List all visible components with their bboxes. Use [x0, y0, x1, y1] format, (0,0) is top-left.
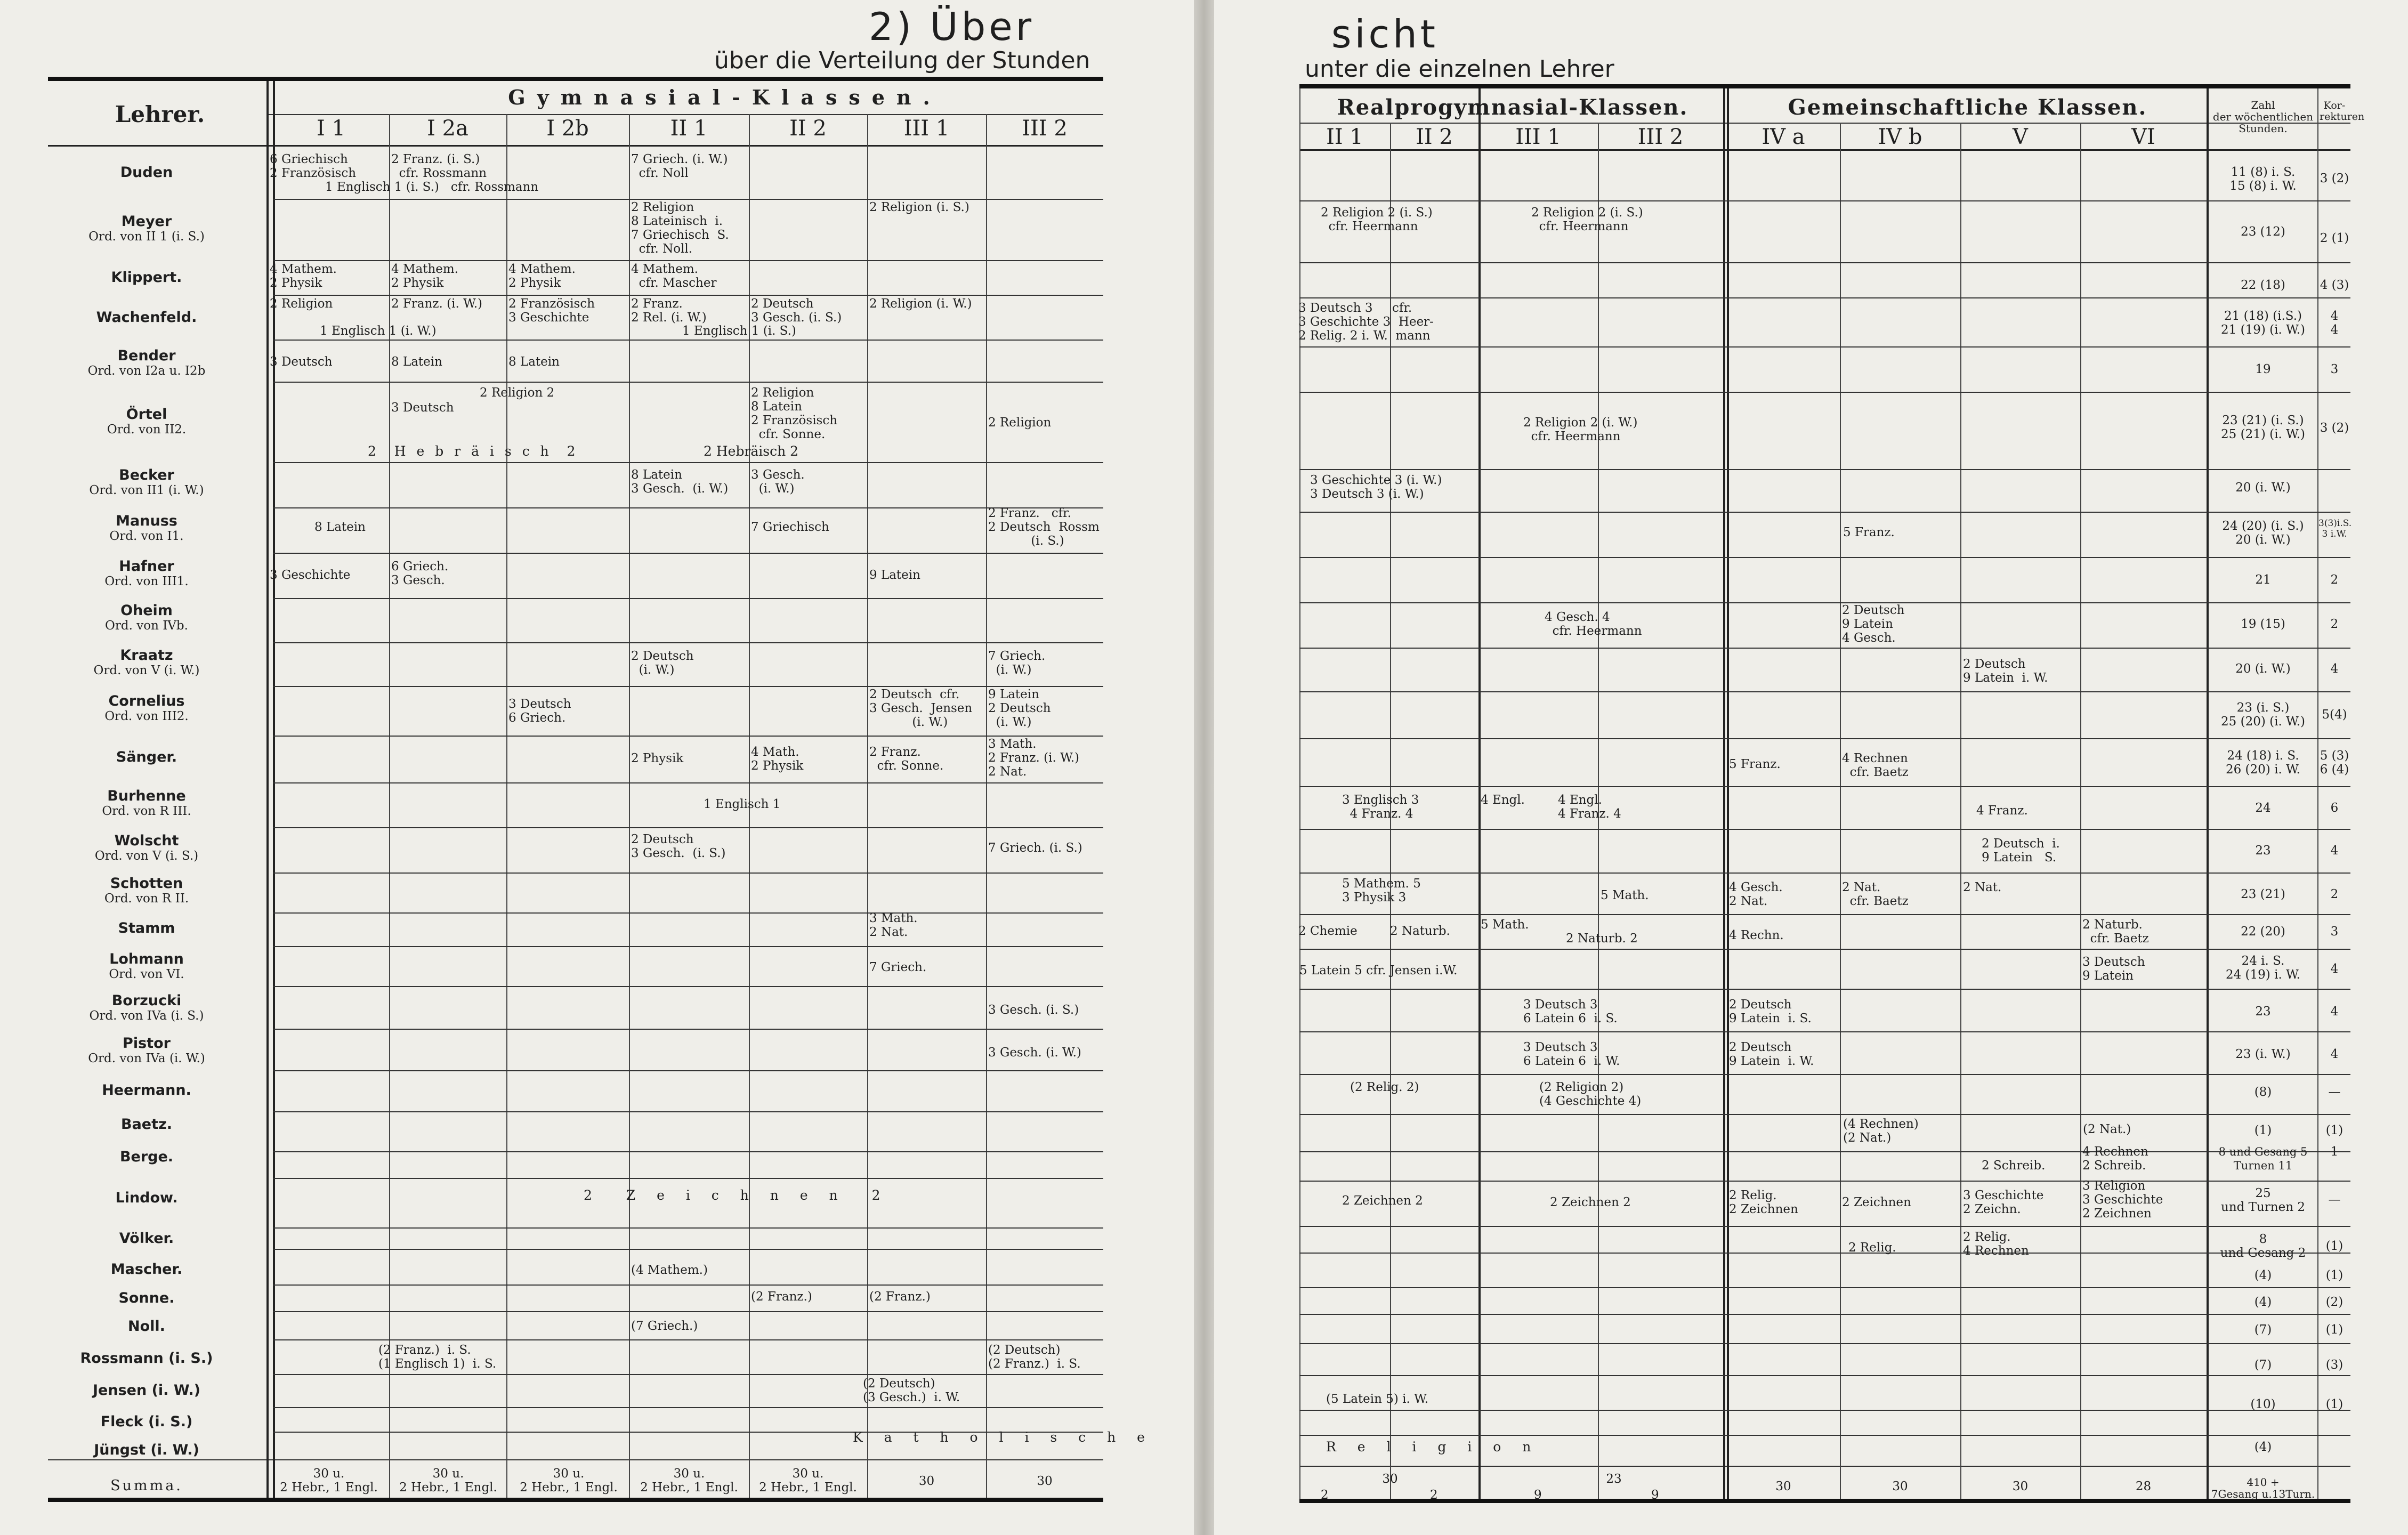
col-IVb: IV b — [1878, 125, 1922, 149]
teacher-sub: Ord. von III1. — [104, 575, 189, 588]
schedule-cell: 2 Religion — [270, 297, 333, 311]
schedule-cell: 3 Deutsch — [391, 401, 454, 415]
schedule-cell: 3 Deutsch — [270, 355, 333, 369]
zahl-cell: 21 (18) (i.S.) 21 (19) (i. W.) — [2221, 309, 2305, 337]
schedule-cell: 3 Gesch. (i. W.) — [751, 468, 805, 496]
lehrer-header: Lehrer. — [115, 101, 205, 127]
schedule-cell: 5 Franz. — [1843, 526, 1895, 539]
kor-cell: 2 — [2330, 887, 2339, 901]
sum-cell: 28 — [2135, 1480, 2152, 1493]
sum-total: 410 + 7Gesang u.13Turn. — [2211, 1476, 2315, 1500]
teacher-row — [21, 951, 272, 981]
schedule-cell: 4 Math. 2 Physik — [751, 745, 804, 773]
schedule-cell: 2 Religion 2 (i. W.) cfr. Heermann — [1523, 416, 1638, 443]
schedule-cell: 9 Latein 2 Deutsch (i. W.) — [988, 688, 1051, 729]
col-I1: I 1 — [317, 116, 345, 141]
zahl-cell: 24 (20) (i. S.) 20 (i. W.) — [2222, 519, 2304, 547]
zahl-cell: 24 — [2255, 801, 2271, 815]
schedule-cell: 4 Mathem. 2 Physik — [391, 262, 458, 290]
schedule-cell: 3 Geschichte — [270, 568, 351, 582]
zahl-header: Zahl der wöchentlichen Stunden. — [2212, 99, 2314, 135]
teacher-name: Sonne. — [118, 1290, 175, 1306]
teacher-name: Baetz. — [121, 1116, 172, 1133]
teacher-row — [21, 1116, 272, 1133]
zahl-cell: 22 (20) — [2241, 925, 2285, 939]
schedule-cell: 2 Deutsch 9 Latein i. S. — [1729, 998, 1812, 1025]
schedule-cell: 2 Nat. — [1963, 880, 2002, 894]
teacher-sub: Ord. von V (i. W.) — [93, 664, 200, 677]
schedule-cell: 4 Mathem. 2 Physik — [508, 262, 576, 290]
teacher-row — [21, 833, 272, 863]
zahl-cell: (8) — [2254, 1085, 2272, 1099]
sum-cell: 9 — [1534, 1488, 1542, 1502]
teacher-name: Klippert. — [111, 269, 182, 286]
col-I2a: I 2a — [427, 116, 468, 141]
schedule-cell: 2 Nat. cfr. Baetz — [1842, 880, 1909, 908]
schedule-cell: (2 Relig. 2) — [1350, 1080, 1419, 1094]
schedule-cell: 4 Rechn. — [1729, 928, 1784, 942]
kor-cell: (3) — [2325, 1358, 2344, 1372]
col-I2b: I 2b — [546, 116, 589, 141]
schedule-cell: 2 Religion 2 (i. S.) cfr. Heermann — [1321, 206, 1433, 233]
left-page — [0, 0, 1194, 1535]
schedule-cell: 2 Relig. 2 Zeichnen — [1729, 1189, 1798, 1216]
teacher-name: Jüngst (i. W.) — [94, 1442, 199, 1458]
schedule-cell: 7 Griech. — [869, 960, 927, 974]
sum-cell: 30 u. 2 Hebr., 1 Engl. — [759, 1467, 857, 1494]
schedule-cell: 3 Geschichte 3 (i. W.) 3 Deutsch 3 (i. W.) — [1310, 473, 1442, 501]
page-subtitle-left: über die Verteilung der Stunden — [714, 47, 1090, 74]
teacher-name: Duden — [120, 164, 173, 181]
sum-cell: 30 — [918, 1474, 935, 1488]
sum-cell: 2 — [1321, 1488, 1329, 1502]
schedule-cell: 4 Franz. — [1976, 804, 2028, 818]
sum-cell: 30 — [1382, 1472, 1398, 1486]
schedule-cell: 4 Mathem. 2 Physik — [270, 262, 337, 290]
schedule-cell: 4 Gesch. 4 cfr. Heermann — [1545, 610, 1642, 638]
kor-cell: 6 — [2330, 801, 2339, 815]
col-III2: III 2 — [1022, 116, 1068, 141]
schedule-cell: 2 Religion 2 (i. S.) cfr. Heermann — [1531, 206, 1643, 233]
col-VI: VI — [2131, 125, 2155, 149]
schedule-cell: 1 Englisch 1 (i. S.) — [682, 324, 796, 338]
schedule-cell: 4 Rechnen 2 Schreib. — [2082, 1145, 2148, 1173]
page-title-left: 2) Über — [869, 4, 1035, 49]
sum-cell: 30 — [1037, 1474, 1053, 1488]
kor-cell: 5 (3) 6 (4) — [2320, 749, 2349, 777]
schedule-cell: 2 Naturb. 2 — [1566, 932, 1638, 946]
schedule-cell: 2 Deutsch 9 Latein 4 Gesch. — [1842, 603, 1905, 645]
schedule-cell: 4 Engl. 4 Franz. 4 — [1558, 793, 1621, 821]
teacher-name: Kraatz — [120, 647, 173, 664]
zahl-cell: 25 und Turnen 2 — [2221, 1186, 2305, 1214]
zahl-cell: 23 (12) — [2241, 225, 2285, 239]
schedule-cell: 2 Deutsch 9 Latein i. W. — [1729, 1040, 1814, 1068]
teacher-name: Lindow. — [115, 1190, 178, 1206]
teacher-row — [21, 164, 272, 181]
kor-cell: 5(4) — [2322, 708, 2347, 722]
teacher-row — [21, 558, 272, 588]
teacher-name: Heermann. — [102, 1082, 191, 1098]
schedule-cell: 2 Naturb. cfr. Baetz — [2082, 918, 2149, 946]
zahl-cell: (4) — [2254, 1440, 2272, 1454]
schedule-span: R e l i g i o n — [1326, 1439, 1540, 1455]
schedule-cell: 8 Latein 3 Gesch. (i. W.) — [631, 468, 729, 496]
schedule-cell: 4 Gesch. 2 Nat. — [1729, 880, 1783, 908]
zahl-cell: 23 (21) (i. S.) 25 (21) (i. W.) — [2221, 414, 2305, 441]
col-RII2: II 2 — [1416, 125, 1453, 149]
schedule-cell: 8 Latein — [314, 520, 366, 534]
teacher-row — [21, 1261, 272, 1278]
col-RII1: II 1 — [1326, 125, 1363, 149]
teacher-row — [21, 1318, 272, 1335]
schedule-cell: 7 Griech. (i. S.) — [988, 841, 1082, 855]
sum-cell: 30 — [1892, 1480, 1908, 1493]
teacher-row — [21, 1230, 272, 1247]
teacher-row — [21, 602, 272, 633]
zahl-cell: (4) — [2254, 1295, 2272, 1309]
schedule-cell: (2 Nat.) — [2083, 1122, 2131, 1136]
schedule-cell: 2 Relig. 4 Rechnen — [1963, 1230, 2029, 1258]
teacher-row — [21, 1035, 272, 1065]
schedule-cell: 2 Franz. cfr. 2 Deutsch Rossm (i. S.) — [988, 506, 1100, 548]
schedule-cell: (4 Rechnen) (2 Nat.) — [1843, 1117, 1919, 1145]
col-RIII1: III 1 — [1515, 125, 1561, 149]
teacher-name: Stamm — [118, 920, 175, 936]
teacher-name: Meyer — [121, 213, 172, 230]
zahl-cell: 20 (i. W.) — [2235, 481, 2291, 495]
kor-cell: 4 — [2330, 662, 2339, 676]
zahl-cell: 23 (i. S.) 25 (20) (i. W.) — [2221, 701, 2305, 729]
schedule-cell: 3 Deutsch 6 Griech. — [508, 697, 571, 725]
teacher-row — [21, 1082, 272, 1098]
schedule-span: K a t h o l i s c h e — [853, 1429, 1153, 1445]
schedule-cell: 2 Religion 8 Lateinisch i. 7 Griechisch S. cfr. Noll. — [631, 200, 729, 256]
schedule-cell: 3 Gesch. (i. W.) — [988, 1046, 1081, 1060]
zahl-cell: 19 (15) — [2241, 617, 2285, 631]
schedule-cell: 3 Deutsch 3 6 Latein 6 i. W. — [1523, 1040, 1620, 1068]
zahl-cell: 8 und Gesang 2 — [2220, 1232, 2306, 1260]
zahl-cell: 24 i. S. 24 (19) i. W. — [2225, 954, 2300, 982]
kor-cell: 2 — [2330, 617, 2339, 631]
teacher-sub: Ord. von IVb. — [105, 619, 188, 633]
sum-cell: 2 — [1430, 1488, 1438, 1502]
zahl-cell: 24 (18) i. S. 26 (20) i. W. — [2225, 749, 2300, 777]
zahl-cell: 23 (21) — [2241, 887, 2285, 901]
kor-cell: 4 — [2330, 962, 2339, 976]
schedule-cell: 2 Franz. (i. W.) — [391, 297, 483, 311]
schedule-cell: 5 Latein 5 cfr. Jensen i.W. — [1299, 964, 1458, 977]
sum-cell: 23 — [1606, 1472, 1622, 1486]
teacher-sub: Ord. von IVa (i. S.) — [89, 1009, 204, 1023]
schedule-cell: 8 Latein — [391, 355, 442, 369]
teacher-name: Noll. — [128, 1318, 165, 1335]
schedule-cell: (7 Griech.) — [631, 1319, 698, 1333]
teacher-row — [21, 693, 272, 723]
kor-cell: 4 — [2330, 844, 2339, 858]
teacher-name: Örtel — [126, 406, 167, 423]
teacher-row — [21, 1442, 272, 1458]
schedule-cell: 3 Deutsch 3 cfr. 3 Geschichte 3 Heer- 2 Relig. 2 i. W. mann — [1298, 301, 1434, 343]
schedule-cell: 2 Zeichnen 2 — [1342, 1194, 1423, 1208]
teacher-row — [21, 1290, 272, 1306]
teacher-name: Manuss — [116, 513, 177, 529]
teacher-sub: Ord. von I1. — [109, 529, 184, 543]
schedule-cell: (2 Franz.) — [869, 1290, 931, 1304]
teacher-sub: Ord. von II 1 (i. S.) — [88, 230, 205, 244]
schedule-cell: (5 Latein 5) i. W. — [1326, 1392, 1429, 1406]
summa-label: Summa. — [110, 1477, 183, 1494]
teacher-name: Becker — [119, 467, 174, 483]
kor-cell: 3 (2) — [2320, 172, 2349, 185]
kor-cell: (1) — [2325, 1124, 2344, 1137]
kor-cell: (1) — [2325, 1269, 2344, 1282]
teacher-name: Burhenne — [107, 788, 186, 804]
teacher-row — [21, 1149, 272, 1165]
schedule-cell: 2 Relig. — [1848, 1241, 1896, 1255]
schedule-cell: 6 Griechisch 2 Französisch — [270, 152, 357, 180]
schedule-cell: 7 Griech. (i. W.) cfr. Noll — [631, 152, 728, 180]
zahl-cell: 22 (18) — [2241, 278, 2285, 292]
schedule-cell: 3 Geschichte 2 Zeichn. — [1963, 1189, 2044, 1216]
schedule-cell: 2 Naturb. — [1390, 924, 1450, 938]
teacher-sub: Ord. von V (i. S.) — [94, 849, 199, 863]
page-subtitle-right: unter die einzelnen Lehrer — [1305, 55, 1614, 83]
sum-cell: 30 u. 2 Hebr., 1 Engl. — [280, 1467, 378, 1494]
teacher-row — [21, 788, 272, 818]
teacher-name: Schotten — [110, 875, 183, 892]
col-V: V — [2013, 125, 2028, 149]
gemeinschaftliche-header: Gemeinschaftliche Klassen. — [1788, 95, 2147, 120]
korrekturen-header: Kor- rekturen — [2320, 100, 2365, 123]
col-III1: III 1 — [903, 116, 950, 141]
teacher-row — [21, 1350, 272, 1367]
schedule-cell: 2 Franz. 2 Rel. (i. W.) — [631, 297, 707, 325]
page-title-right: sicht — [1331, 12, 1439, 56]
schedule-cell: 2 Religion (i. S.) — [869, 200, 969, 214]
schedule-cell: 5 Franz. — [1729, 757, 1781, 771]
schedule-cell: 2 Französisch 3 Geschichte — [508, 297, 595, 325]
teacher-row — [21, 513, 272, 543]
teacher-name: Völker. — [119, 1230, 174, 1247]
zahl-cell: 23 — [2255, 844, 2271, 858]
teacher-row — [21, 1413, 272, 1430]
kor-cell: — — [2328, 1193, 2341, 1207]
kor-cell: 3 — [2330, 362, 2339, 376]
schedule-cell: 9 Latein — [869, 568, 920, 582]
kor-cell: (2) — [2325, 1295, 2344, 1309]
zahl-cell: (7) — [2254, 1323, 2272, 1337]
teacher-name: Cornelius — [108, 693, 185, 709]
teacher-sub: Ord. von R III. — [102, 804, 191, 818]
teacher-name: Borzucki — [111, 992, 182, 1009]
teacher-name: Jensen (i. W.) — [92, 1382, 200, 1399]
teacher-name: Wachenfeld. — [96, 309, 197, 326]
teacher-name: Wolscht — [114, 833, 179, 849]
kor-cell: (1) — [2325, 1397, 2344, 1411]
teacher-row — [21, 348, 272, 378]
schedule-cell: 8 Latein — [508, 355, 560, 369]
schedule-cell: (2 Deutsch) (2 Franz.) i. S. — [988, 1343, 1081, 1371]
teacher-name: Sänger. — [116, 749, 177, 765]
right-page — [1214, 0, 2408, 1535]
teacher-name: Hafner — [119, 558, 174, 575]
schedule-cell: 4 Rechnen cfr. Baetz — [1842, 752, 1909, 779]
schedule-cell: 2 Religion 8 Latein 2 Französisch cfr. Sonne. — [751, 386, 838, 441]
kor-cell: 2 (1) — [2320, 231, 2349, 245]
schedule-cell: 5 Math. — [1601, 888, 1649, 902]
schedule-span: 2 Hebräisch 2 — [704, 443, 799, 459]
sum-cell: 30 u. 2 Hebr., 1 Engl. — [520, 1467, 618, 1494]
sum-cell: 30 u. 2 Hebr., 1 Engl. — [399, 1467, 497, 1494]
zahl-cell: (4) — [2254, 1269, 2272, 1282]
schedule-cell: 1 Englisch 1 — [704, 797, 781, 811]
teacher-row — [21, 309, 272, 326]
sum-cell: 30 — [2012, 1480, 2029, 1493]
teacher-name: Pistor — [123, 1035, 171, 1052]
zahl-cell: 8 und Gesang 5 Turnen 11 — [2218, 1145, 2308, 1172]
zahl-cell: 20 (i. W.) — [2235, 662, 2291, 676]
schedule-cell: (2 Franz.) i. S. (1 Englisch 1) i. S. — [378, 1343, 497, 1371]
schedule-cell: 2 Deutsch 3 Gesch. (i. S.) — [751, 297, 842, 325]
schedule-cell: 2 Zeichnen 2 — [1550, 1195, 1631, 1209]
col-II1: II 1 — [670, 116, 708, 141]
schedule-cell: (2 Deutsch) (3 Gesch.) i. W. — [863, 1377, 960, 1404]
schedule-cell: 2 Schreib. — [1982, 1159, 2046, 1173]
schedule-cell: 6 Griech. 3 Gesch. — [391, 560, 449, 587]
zahl-cell: (10) — [2250, 1397, 2276, 1411]
schedule-cell: 1 Englisch 1 (i. S.) cfr. Rossmann — [325, 180, 539, 194]
teacher-row — [21, 467, 272, 497]
schedule-cell: 4 Engl. — [1481, 793, 1525, 807]
schedule-cell: 3 Gesch. (i. S.) — [988, 1003, 1079, 1017]
teacher-row — [21, 213, 272, 244]
col-II2: II 2 — [789, 116, 827, 141]
kor-cell: (1) — [2325, 1323, 2344, 1337]
teacher-name: Oheim — [120, 602, 173, 619]
schedule-cell: 2 Chemie — [1298, 924, 1357, 938]
schedule-cell: 2 Deutsch (i. W.) — [631, 649, 694, 677]
sum-cell: 30 u. 2 Hebr., 1 Engl. — [640, 1467, 738, 1494]
schedule-cell: 3 Deutsch 9 Latein — [2082, 955, 2145, 983]
zahl-cell: (7) — [2254, 1358, 2272, 1372]
schedule-cell: 7 Griechisch — [751, 520, 829, 534]
schedule-cell: 2 Franz. (i. S.) cfr. Rossmann — [391, 152, 487, 180]
schedule-cell: 2 Deutsch i. 9 Latein S. — [1982, 837, 2060, 865]
kor-cell: 3(3)i.S. 3 i.W. — [2318, 518, 2352, 539]
schedule-cell: (2 Religion 2) (4 Geschichte 4) — [1539, 1080, 1642, 1108]
kor-cell: 4 (3) — [2320, 278, 2349, 292]
schedule-span: 2 Z e i c h n e n 2 — [584, 1187, 889, 1203]
schedule-cell: 2 Deutsch 3 Gesch. (i. S.) — [631, 833, 726, 860]
zahl-cell: 21 — [2255, 573, 2271, 587]
schedule-cell: 2 Religion — [988, 416, 1052, 430]
zahl-cell: 23 (i. W.) — [2235, 1047, 2291, 1061]
schedule-cell: 4 Mathem. cfr. Mascher — [631, 262, 717, 290]
kor-cell: 4 — [2330, 1005, 2339, 1019]
schedule-cell: 5 Mathem. 5 3 Physik 3 — [1342, 877, 1421, 904]
zahl-cell: 11 (8) i. S. 15 (8) i. W. — [2229, 165, 2297, 193]
realprogymnasial-header: Realprogymnasial-Klassen. — [1337, 95, 1688, 120]
schedule-cell: 7 Griech. (i. W.) — [988, 649, 1046, 677]
teacher-sub: Ord. von IVa (i. W.) — [88, 1052, 205, 1065]
schedule-span: 2 H e b r ä i s c h 2 — [368, 443, 579, 459]
teacher-sub: Ord. von VI. — [109, 967, 184, 981]
schedule-cell: 2 Zeichnen — [1842, 1195, 1911, 1209]
teacher-sub: Ord. von R II. — [104, 892, 189, 906]
teacher-row — [21, 1190, 272, 1206]
schedule-cell: 2 Deutsch cfr. 3 Gesch. Jensen (i. W.) — [869, 688, 973, 729]
schedule-cell: 3 Math. 2 Nat. — [869, 911, 918, 939]
schedule-cell: 2 Religion 2 — [480, 386, 555, 400]
kor-cell: — — [2328, 1085, 2341, 1099]
kor-cell: 4 — [2330, 1047, 2339, 1061]
teacher-row — [21, 269, 272, 286]
schedule-cell: 3 Deutsch 3 6 Latein 6 i. S. — [1523, 998, 1618, 1025]
zahl-cell: (1) — [2254, 1124, 2272, 1137]
schedule-cell: 5 Math. — [1481, 918, 1529, 932]
zahl-cell: 23 — [2255, 1005, 2271, 1019]
schedule-cell: 3 Math. 2 Franz. (i. W.) 2 Nat. — [988, 737, 1080, 779]
teacher-sub: Ord. von III2. — [104, 709, 189, 723]
schedule-cell: 2 Deutsch 9 Latein i. W. — [1963, 657, 2048, 685]
kor-cell: 2 — [2330, 573, 2339, 587]
kor-cell: 4 4 — [2330, 309, 2339, 337]
teacher-row — [21, 1382, 272, 1399]
kor-cell: 3 (2) — [2320, 421, 2349, 435]
schedule-cell: 2 Franz. cfr. Sonne. — [869, 745, 944, 773]
summa-row — [21, 1477, 272, 1494]
book-gutter — [1194, 0, 1214, 1535]
teacher-row — [21, 920, 272, 936]
schedule-cell: 3 Religion 3 Geschichte 2 Zeichnen — [2082, 1179, 2163, 1221]
schedule-cell: 2 Physik — [631, 752, 684, 765]
teacher-name: Rossmann (i. S.) — [80, 1350, 213, 1367]
teacher-sub: Ord. von II1 (i. W.) — [89, 483, 204, 497]
kor-cell: 1 — [2330, 1145, 2339, 1159]
kor-cell: (1) — [2325, 1239, 2344, 1253]
gymnasial-header: Gymnasial-Klassen. — [508, 85, 942, 109]
col-IVa: IV a — [1761, 125, 1805, 149]
teacher-row — [21, 647, 272, 677]
sum-cell: 9 — [1651, 1488, 1659, 1502]
schedule-cell: 3 Englisch 3 4 Franz. 4 — [1342, 793, 1419, 821]
schedule-cell: 1 Englisch 1 (i. W.) — [320, 324, 437, 338]
kor-cell: 3 — [2330, 925, 2339, 939]
col-RIII2: III 2 — [1637, 125, 1684, 149]
schedule-cell: (4 Mathem.) — [631, 1263, 708, 1277]
schedule-cell: (2 Franz.) — [751, 1290, 812, 1304]
teacher-row — [21, 875, 272, 906]
schedule-cell: 2 Religion (i. W.) — [869, 297, 972, 311]
teacher-name: Bender — [117, 348, 176, 364]
teacher-name: Mascher. — [110, 1261, 183, 1278]
teacher-name: Lohmann — [109, 951, 184, 967]
zahl-cell: 19 — [2255, 362, 2271, 376]
teacher-name: Berge. — [119, 1149, 174, 1165]
teacher-name: Fleck (i. S.) — [100, 1413, 193, 1430]
teacher-sub: Ord. von I2a u. I2b — [87, 364, 206, 378]
teacher-row — [21, 406, 272, 437]
teacher-sub: Ord. von II2. — [107, 423, 187, 437]
teacher-row — [21, 992, 272, 1023]
sum-cell: 30 — [1775, 1480, 1791, 1493]
teacher-row — [21, 749, 272, 765]
